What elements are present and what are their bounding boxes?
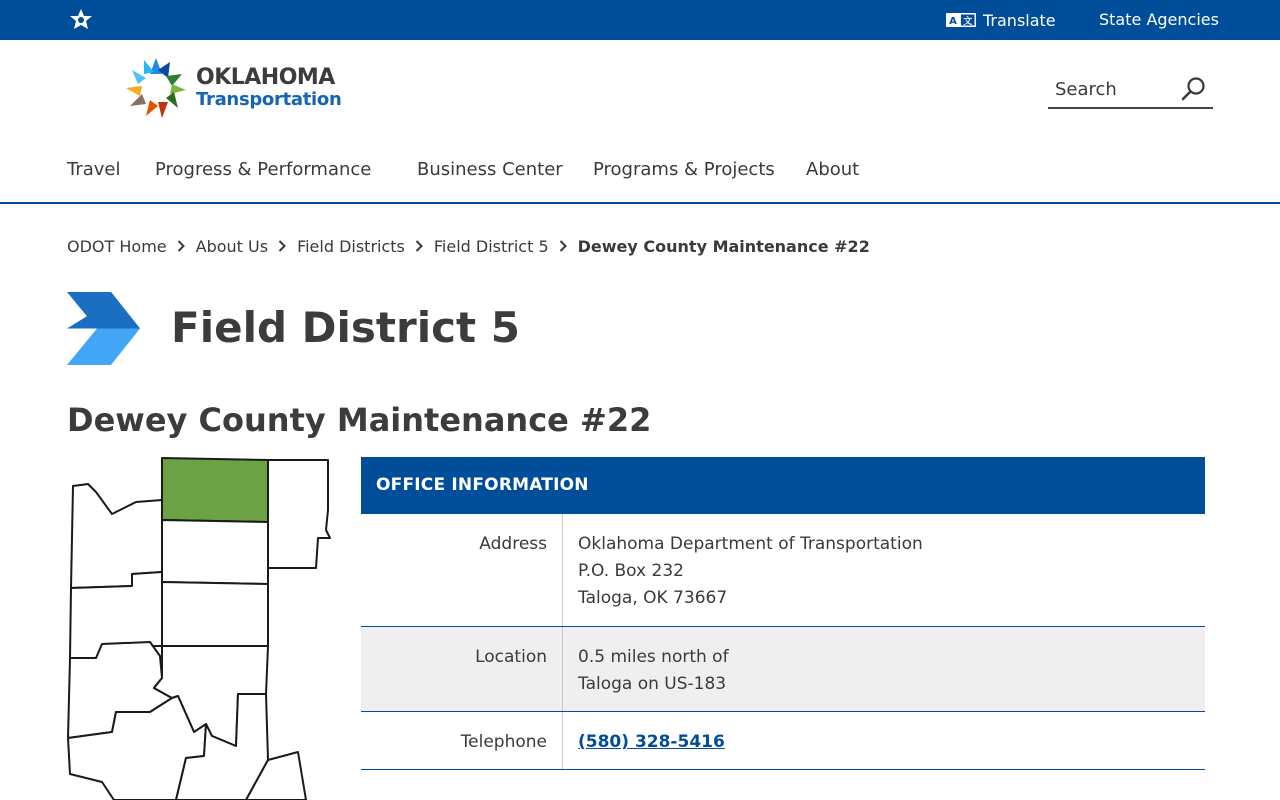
chevron-right-icon: [177, 240, 185, 252]
address-label: Address: [361, 514, 563, 626]
telephone-label: Telephone: [361, 712, 563, 769]
breadcrumb-odot-home[interactable]: ODOT Home: [67, 236, 167, 256]
office-info-header: OFFICE INFORMATION: [361, 457, 1205, 514]
nav-programs-projects[interactable]: Programs & Projects: [593, 159, 775, 180]
search-box: [1048, 72, 1213, 109]
table-row-telephone: [361, 712, 1205, 770]
oklahoma-star-icon[interactable]: [68, 8, 94, 32]
table-row-location: [361, 627, 1205, 712]
svg-text:文: 文: [963, 17, 973, 27]
search-icon[interactable]: [1181, 76, 1207, 102]
office-information-table: [361, 457, 1205, 770]
page-subtitle: Dewey County Maintenance #22: [67, 401, 652, 439]
address-value: [563, 514, 1205, 626]
address-line: P.O. Box 232: [578, 561, 684, 581]
location-line: Taloga on US-183: [578, 674, 727, 694]
page-title: Field District 5: [171, 303, 520, 352]
nav-progress-performance[interactable]: Progress & Performance: [155, 159, 372, 180]
location-value: [563, 627, 1205, 711]
translate-icon: [946, 13, 976, 27]
main-navigation: [0, 150, 1280, 204]
chevron-right-icon: [415, 240, 423, 252]
breadcrumb-about-us[interactable]: About Us: [195, 236, 269, 256]
logo-text-transportation: Transportation: [196, 89, 342, 110]
search-input[interactable]: [1055, 79, 1175, 100]
table-row-address: [361, 514, 1205, 627]
logo-text-oklahoma: OKLAHOMA: [196, 65, 335, 90]
nav-about[interactable]: About: [806, 159, 860, 180]
breadcrumb-current: Dewey County Maintenance #22: [577, 236, 870, 256]
odot-logo[interactable]: [124, 56, 354, 120]
nav-business-center[interactable]: Business Center: [417, 159, 563, 180]
breadcrumb-field-district-5[interactable]: Field District 5: [433, 236, 549, 256]
chevron-title-icon: [67, 292, 140, 365]
location-label: Location: [361, 627, 563, 711]
highlighted-county: [162, 458, 268, 522]
district-county-map: [66, 456, 334, 800]
location-line: 0.5 miles north of: [578, 647, 729, 667]
state-agencies-link[interactable]: State Agencies: [1099, 10, 1219, 29]
breadcrumb-field-districts[interactable]: Field Districts: [297, 236, 405, 256]
address-line: Taloga, OK 73667: [578, 588, 728, 608]
breadcrumb: [67, 235, 870, 257]
chevron-right-icon: [559, 240, 567, 252]
telephone-link[interactable]: (580) 328-5416: [578, 732, 725, 752]
translate-link[interactable]: [946, 9, 1056, 31]
top-utility-bar: [0, 0, 1280, 40]
nav-travel[interactable]: Travel: [67, 159, 121, 180]
address-line: Oklahoma Department of Transportation: [578, 534, 923, 554]
chevron-right-icon: [278, 240, 286, 252]
telephone-value: [563, 712, 1205, 769]
svg-text:A: A: [949, 16, 957, 27]
oklahoma-star-logo-icon: [124, 56, 188, 120]
translate-label: Translate: [983, 10, 1056, 30]
